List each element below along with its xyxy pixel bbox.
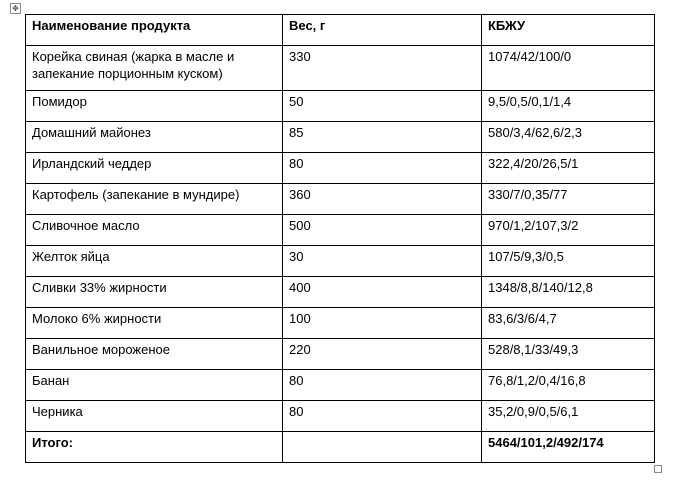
weight-cell: 100: [283, 308, 482, 339]
kbju-cell: 83,6/3/6/4,7: [482, 308, 655, 339]
kbju-cell: 9,5/0,5/0,1/1,4: [482, 91, 655, 122]
weight-cell: 360: [283, 184, 482, 215]
weight-cell: 400: [283, 277, 482, 308]
kbju-cell: 107/5/9,3/0,5: [482, 246, 655, 277]
table-row: [26, 122, 655, 153]
weight-cell: 80: [283, 401, 482, 432]
product-cell: Банан: [26, 370, 283, 401]
product-cell: Сливки 33% жирности: [26, 277, 283, 308]
weight-cell: 80: [283, 153, 482, 184]
product-cell: Ирландский чеддер: [26, 153, 283, 184]
weight-cell: 330: [283, 46, 482, 91]
weight-cell: 220: [283, 339, 482, 370]
table-total-row: [26, 432, 655, 463]
kbju-cell: 330/7/0,35/77: [482, 184, 655, 215]
product-cell: Ванильное мороженое: [26, 339, 283, 370]
table-row: [26, 246, 655, 277]
total-kbju: 5464/101,2/492/174: [482, 432, 655, 463]
product-cell: Сливочное масло: [26, 215, 283, 246]
kbju-cell: 970/1,2/107,3/2: [482, 215, 655, 246]
header-kbju: КБЖУ: [482, 15, 655, 46]
table-move-handle-icon[interactable]: ✥: [10, 3, 21, 14]
kbju-cell: 1074/42/100/0: [482, 46, 655, 91]
weight-cell: 50: [283, 91, 482, 122]
table-row: [26, 153, 655, 184]
product-cell: Домашний майонез: [26, 122, 283, 153]
kbju-cell: 76,8/1,2/0,4/16,8: [482, 370, 655, 401]
weight-cell: 500: [283, 215, 482, 246]
table-header-row: [26, 15, 655, 46]
table-row: [26, 184, 655, 215]
header-product: Наименование продукта: [26, 15, 283, 46]
product-cell: Помидор: [26, 91, 283, 122]
table-row: [26, 308, 655, 339]
product-cell: Черника: [26, 401, 283, 432]
table-row: [26, 91, 655, 122]
kbju-cell: 35,2/0,9/0,5/6,1: [482, 401, 655, 432]
table-row: [26, 370, 655, 401]
weight-cell: 85: [283, 122, 482, 153]
nutrition-table: [25, 14, 655, 463]
kbju-cell: 1348/8,8/140/12,8: [482, 277, 655, 308]
table-row: [26, 339, 655, 370]
table-resize-handle[interactable]: [654, 465, 662, 473]
kbju-cell: 528/8,1/33/49,3: [482, 339, 655, 370]
table-row: [26, 215, 655, 246]
product-cell: Корейка свиная (жарка в масле и запекание порционным куском): [26, 46, 283, 91]
table-row: [26, 401, 655, 432]
header-weight: Вес, г: [283, 15, 482, 46]
kbju-cell: 580/3,4/62,6/2,3: [482, 122, 655, 153]
product-cell: Желток яйца: [26, 246, 283, 277]
kbju-cell: 322,4/20/26,5/1: [482, 153, 655, 184]
weight-cell: 30: [283, 246, 482, 277]
product-cell: Картофель (запекание в мундире): [26, 184, 283, 215]
weight-cell: 80: [283, 370, 482, 401]
product-cell: Молоко 6% жирности: [26, 308, 283, 339]
total-weight-cell: [283, 432, 482, 463]
table-row: [26, 46, 655, 91]
total-label: Итого:: [26, 432, 283, 463]
table-row: [26, 277, 655, 308]
